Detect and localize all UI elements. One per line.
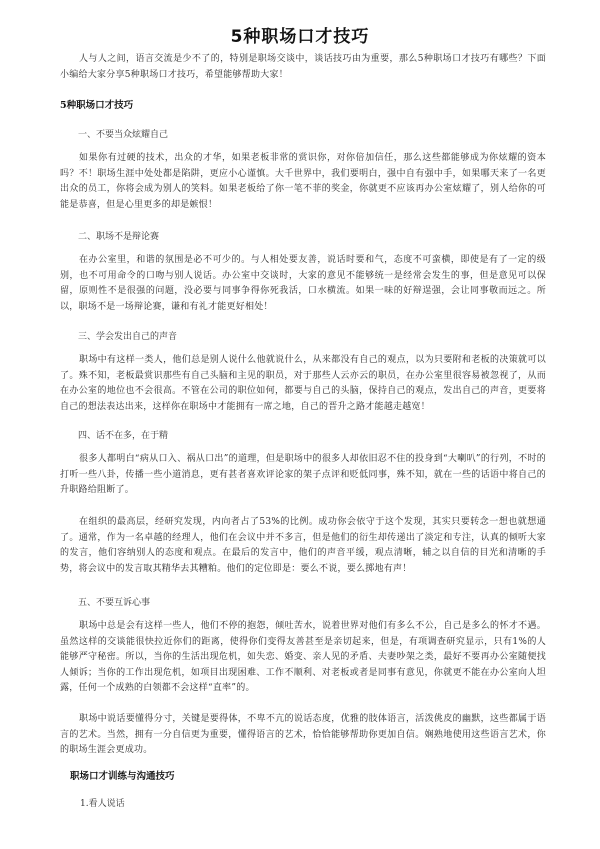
tip-2-heading: 二、职场不是辩论赛 <box>78 232 160 242</box>
tip-3-paragraph: 职场中有这样一类人，他们总是别人说什么他就说什么，从来都没有自己的观点，以为只要附和老板的决策就可以了。殊不知，老板最赏识那些有自己头脑和主见的职员，对于那些人云亦云的职员，在办公室里很容易被忽视了，从而在办公室的地位也不会很高。不管在公司的职位如何，都要与自己的头脑，保持自己的观点，发出自己的声音，更要将自己的想法表达出来，这样你在职场中才能拥有一席之地，自己的晋升之路才能越走越宽！ <box>60 355 546 412</box>
tip-4-heading: 四、话不在多，在于精 <box>78 431 169 441</box>
tip-4-paragraph-1: 很多人都明白“病从口入、祸从口出”的道理，但是职场中的很多人却依旧忍不住的投身到“大喇叭”的行列，不时的打听一些八卦，传播一些小道消息，更有甚者喜欢评论家的架子点评和贬低同事，殊不知，就在一些的话语中将自己的升职路给阻断了。 <box>60 454 546 496</box>
section-heading: 5种职场口才技巧 <box>60 100 134 111</box>
page-title: 5种职场口才技巧 <box>230 27 370 47</box>
section2-item: 1.看人说话 <box>80 799 125 809</box>
tip-5-heading: 五、不要互诉心事 <box>78 598 151 608</box>
tip-4-paragraph-2: 在组织的最高层，经研究发现，内向者占了53%的比例。成功你会依守于这个发现，其实只要转念一想也就想通了。通常，作为一名卓越的经理人，他们在会议中并不多言，但是他们的衍生却传递出了淡定和专注，认真的倾听大家的发言，他们容纳别人的态度和观点。在最后的发言中，他们的声音平缓，观点清晰，辅之以自信的目光和清晰的手势，将会议中的发言取其精华去其糟粕。他们的定位即是：要么不说，要么掷地有声！ <box>60 517 546 574</box>
tip-1-heading: 一、不要当众炫耀自己 <box>78 130 169 140</box>
tip-1-paragraph: 如果你有过硬的技术，出众的才华，如果老板非常的赏识你，对你倍加信任，那么这些都能够成为你炫耀的资本吗？不！职场生涯中处处都是陷阱，更应小心谨慎。大千世界中，我们要明白，强中自有强中手，如果哪天来了一名更出众的员工，你将会成为别人的笑料。如果老板给了你一笔不菲的奖金，你就更不应该再办公室炫耀了，别人给你的可能是恭喜，但是心里更多的却是嫉恨！ <box>60 153 546 210</box>
tip-3-heading: 三、学会发出自己的声音 <box>78 332 178 342</box>
intro-paragraph: 人与人之间，语言交流是少不了的，特别是职场交谈中，谈话技巧由为重要，那么5种职场口才技巧有哪些？下面小编给大家分享5种职场口才技巧，希望能够帮助大家！ <box>60 54 546 80</box>
tip-2-paragraph: 在办公室里，和谐的氛围是必不可少的。与人相处要友善，说话时要和气，态度不可蛮横，即使是有了一定的级别，也不可用命令的口吻与别人说话。办公室中交谈时，大家的意见不能够统一是经常会发生的事，但是意见可以保留，原则性不是很强的问题，没必要与同事争得你死我活，口水横流。如果一味的好辩逞强，会让同事敬而远之。所以，职场不是一场辩论赛，谦和有礼才能更好相处！ <box>60 255 546 312</box>
tip-5-paragraph-2: 职场中说话要懂得分寸，关键是要得体，不卑不亢的说话态度，优雅的肢体语言，活泼佻皮的幽默，这些都属于语言的艺术。当然，拥有一分自信更为重要，懂得语言的艺术，恰恰能够帮助你更加自信。娴熟地使用这些语言艺术，你的职场生涯会更成功。 <box>60 714 546 756</box>
section2-heading: 职场口才训练与沟通技巧 <box>70 771 175 782</box>
tip-5-paragraph-1: 职场中总是会有这样一些人，他们不停的抱怨，倾吐苦水，说着世界对他们有多么不公，自己是多么的怀才不遇。虽然这样的交谈能很快拉近你们的距离，使得你们变得友善甚至是亲切起来，但是，有项调查研究显示，只有1%的人能够严守秘密。所以，当你的生活出现危机，如失恋、婚变、亲人见的矛盾、夫妻吵架之类，最好不要再办公室随便找人倾诉；当你的工作出现危机，如项目出现困难、工作不顺利、对老板或者是同事有意见，你就更不能在办公室向人坦露，任何一个成熟的白领都不会这样“直率”的。 <box>60 621 546 694</box>
